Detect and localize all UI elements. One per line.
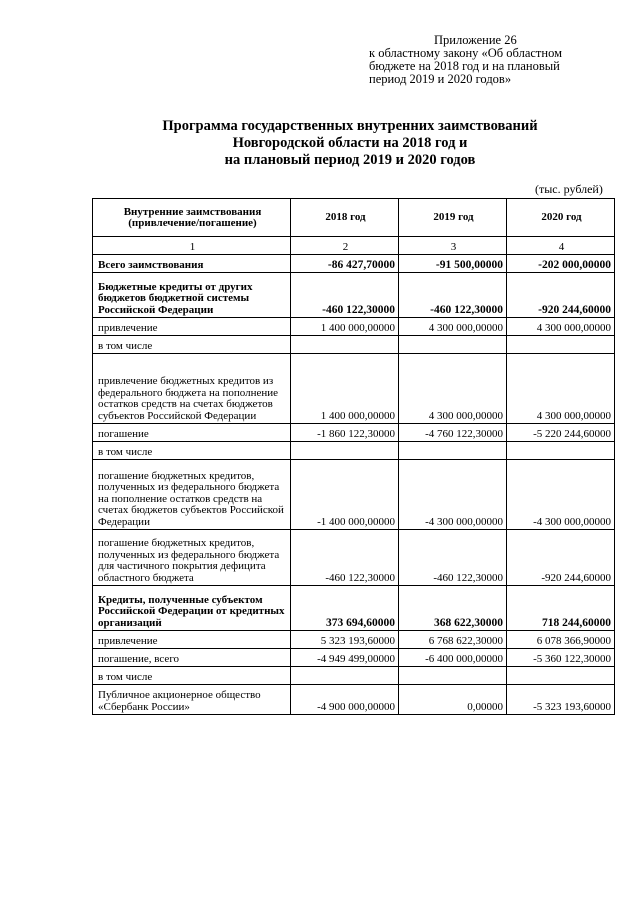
value-2020: 4 300 000,00000 [507,318,615,336]
row-label: привлечение [93,631,291,649]
value-2019: 368 622,30000 [399,586,507,631]
table-row [93,649,615,667]
appendix-line: период 2019 и 2020 годов» [369,72,512,86]
value-2020: 718 244,60000 [507,586,615,631]
table-row [93,530,615,586]
index-row [93,237,615,255]
table-row [93,631,615,649]
table-row [93,442,615,460]
value-2019: -91 500,00000 [399,255,507,273]
value-2018: 373 694,60000 [291,586,399,631]
table-row [93,354,615,424]
header-cell-2019: 2019 год [399,199,507,237]
table-row [93,685,615,715]
appendix-note [369,34,609,86]
value-2019: 4 300 000,00000 [399,318,507,336]
value-2018: -4 949 499,00000 [291,649,399,667]
row-label: в том числе [93,667,291,685]
value-2019: -460 122,30000 [399,530,507,586]
value-2019 [399,336,507,354]
row-label: погашение [93,424,291,442]
table-row [93,586,615,631]
value-2019: -6 400 000,00000 [399,649,507,667]
table-row [93,460,615,530]
table-row [93,667,615,685]
value-2018: -4 900 000,00000 [291,685,399,715]
table-row [93,336,615,354]
value-2019 [399,442,507,460]
value-2020: 6 078 366,90000 [507,631,615,649]
index-cell: 4 [507,237,615,255]
row-label: в том числе [93,442,291,460]
header-cell-2020: 2020 год [507,199,615,237]
value-2020: -920 244,60000 [507,530,615,586]
document-title [60,118,640,169]
row-label: погашение бюджетных кредитов, полученных из федерального бюджета на пополнение остатков средств на счетах бюджетов субъектов Российской Федерации [93,460,291,530]
index-cell: 1 [93,237,291,255]
title-line: на плановый период 2019 и 2020 годов [224,152,476,168]
title-line: Новгородской области на 2018 год и [232,135,468,151]
index-cell: 2 [291,237,399,255]
value-2020 [507,667,615,685]
value-2019: 4 300 000,00000 [399,354,507,424]
value-2019: 0,00000 [399,685,507,715]
value-2018: -1 860 122,30000 [291,424,399,442]
table-row [93,255,615,273]
value-2018: 5 323 193,60000 [291,631,399,649]
row-label: Всего заимствования [93,255,291,273]
value-2019 [399,667,507,685]
value-2018: -460 122,30000 [291,530,399,586]
value-2020: -4 300 000,00000 [507,460,615,530]
appendix-line: бюджете на 2018 год и на плановый [369,59,560,73]
row-label: Кредиты, полученные субъектом Российской Федерации от кредитных организаций [93,586,291,631]
table-row [93,424,615,442]
value-2018: 1 400 000,00000 [291,354,399,424]
value-2019: -4 300 000,00000 [399,460,507,530]
value-2018: 1 400 000,00000 [291,318,399,336]
value-2019: 6 768 622,30000 [399,631,507,649]
value-2018 [291,442,399,460]
header-cell-2018: 2018 год [291,199,399,237]
row-label: погашение бюджетных кредитов, полученных из федерального бюджета для частичного покрытия дефицита областного бюджета [93,530,291,586]
row-label: Бюджетные кредиты от других бюджетов бюджетной системы Российской Федерации [93,273,291,318]
value-2018: -1 400 000,00000 [291,460,399,530]
row-label: погашение, всего [93,649,291,667]
row-label: Публичное акционерное общество «Сбербанк России» [93,685,291,715]
value-2019: -4 760 122,30000 [399,424,507,442]
value-2018 [291,667,399,685]
value-2018: -86 427,70000 [291,255,399,273]
value-2020: -5 360 122,30000 [507,649,615,667]
value-2020: -5 220 244,60000 [507,424,615,442]
appendix-label: Приложение 26 [434,33,517,47]
index-cell: 3 [399,237,507,255]
header-cell-borrowings: Внутренние заимствования (привлечение/погашение) [93,199,291,237]
value-2020 [507,336,615,354]
row-label: привлечение [93,318,291,336]
value-2020: -202 000,00000 [507,255,615,273]
row-label: в том числе [93,336,291,354]
value-2020: 4 300 000,00000 [507,354,615,424]
units-note: (тыс. рублей) [535,182,603,196]
value-2020: -920 244,60000 [507,273,615,318]
borrowing-table [92,198,615,715]
table-row [93,318,615,336]
value-2018 [291,336,399,354]
value-2018: -460 122,30000 [291,273,399,318]
row-label: привлечение бюджетных кредитов из федерального бюджета на пополнение остатков средств на счетах бюджетов субъектов Российской Федерации [93,354,291,424]
appendix-line: к областному закону «Об областном [369,46,562,60]
header-row [93,199,615,237]
title-line: Программа государственных внутренних заимствований [162,118,538,134]
value-2019: -460 122,30000 [399,273,507,318]
value-2020 [507,442,615,460]
table-row [93,273,615,318]
value-2020: -5 323 193,60000 [507,685,615,715]
